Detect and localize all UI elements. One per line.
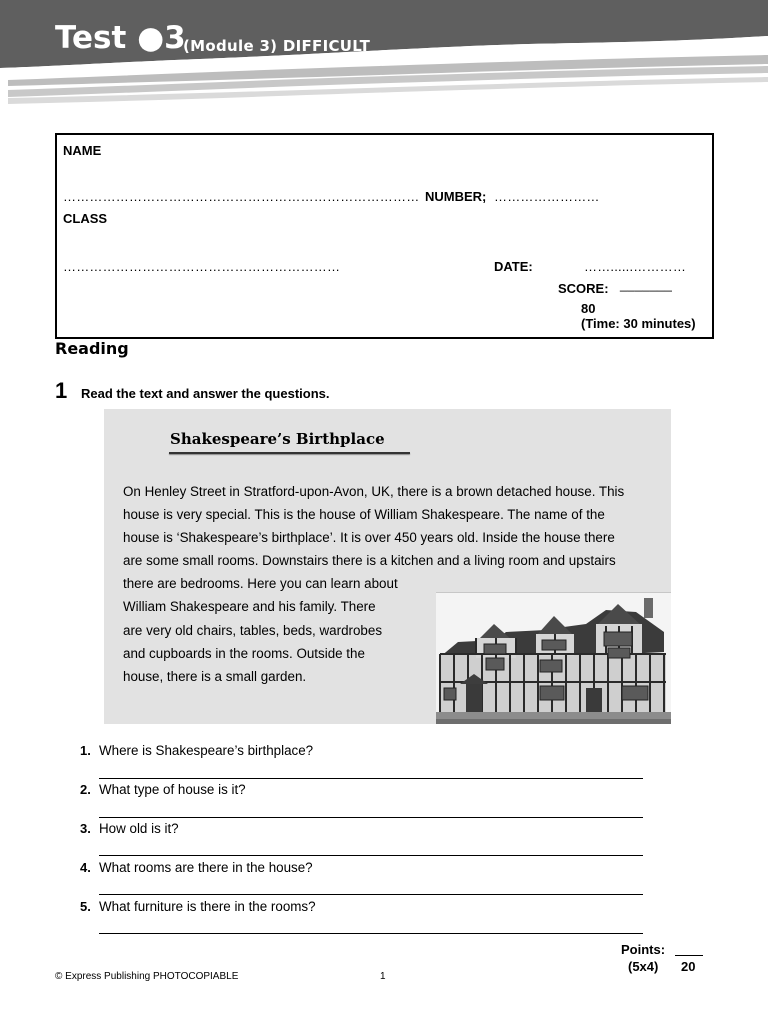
section-heading: Reading xyxy=(55,339,129,358)
passage-title: Shakespeare’s Birthplace xyxy=(170,430,385,448)
passage-line: house is very special. This is the house of William Shakespeare. The name of the xyxy=(123,507,605,522)
passage-line: are some small rooms. Downstairs there is a kitchen and a living room and upstairs xyxy=(123,553,616,568)
passage-line: On Henley Street in Stratford-upon-Avon, UK, there is a brown detached house. This xyxy=(123,484,625,499)
question-number: 2. xyxy=(80,782,91,797)
score-field[interactable]: _______ xyxy=(620,277,673,292)
question-text: How old is it? xyxy=(99,821,179,836)
class-label: CLASS xyxy=(63,211,108,226)
passage-line: William Shakespeare and his family. There xyxy=(123,599,376,614)
question-number: 4. xyxy=(80,860,91,875)
time-limit: (Time: 30 minutes) xyxy=(581,316,696,331)
question-number: 3. xyxy=(80,821,91,836)
passage-line: house, there is a small garden. xyxy=(123,669,307,684)
house-photo xyxy=(436,592,671,724)
name-field[interactable]: ……………………………………………………………………… xyxy=(63,189,420,204)
footer-copyright: © Express Publishing PHOTOCOPIABLE xyxy=(55,971,239,982)
question-number: 1. xyxy=(80,743,91,758)
answer-line-3[interactable] xyxy=(99,855,643,856)
answer-line-5[interactable] xyxy=(99,933,643,934)
points-blank[interactable] xyxy=(675,955,703,956)
score-label: SCORE: xyxy=(558,281,609,296)
test-subtitle: (Module 3) DIFFICULT xyxy=(183,37,371,55)
name-label: NAME xyxy=(63,143,102,158)
answer-line-4[interactable] xyxy=(99,894,643,895)
passage-line: house is ‘Shakespeare’s birthplace’. It is over 450 years old. Inside the house there xyxy=(123,530,615,545)
points-formula: (5x4) xyxy=(628,959,659,974)
question-text: What rooms are there in the house? xyxy=(99,860,313,875)
points-max: 20 xyxy=(681,959,696,974)
number-field[interactable]: …………………… xyxy=(494,189,600,204)
question-text: What type of house is it? xyxy=(99,782,246,797)
class-field[interactable]: ……………………………………………………… xyxy=(63,259,341,274)
passage-line: there are bedrooms. Here you can learn about xyxy=(123,576,398,591)
passage-line: are very old chairs, tables, beds, wardrobes xyxy=(123,623,383,638)
student-info-box xyxy=(55,133,714,339)
question-number: 5. xyxy=(80,899,91,914)
answer-line-1[interactable] xyxy=(99,778,643,779)
number-label: NUMBER; xyxy=(425,189,487,204)
question-text: Where is Shakespeare’s birthplace? xyxy=(99,743,314,758)
answer-line-2[interactable] xyxy=(99,817,643,818)
date-field[interactable]: ……......………… xyxy=(584,259,687,274)
score-max: 80 xyxy=(581,301,596,316)
exercise-instruction: Read the text and answer the questions. xyxy=(81,386,330,401)
passage-line: and cupboards in the rooms. Outside the xyxy=(123,646,365,661)
points-label: Points: xyxy=(621,942,666,957)
test-title: Test ●3 xyxy=(55,20,186,56)
question-text: What furniture is there in the rooms? xyxy=(99,899,316,914)
page-number: 1 xyxy=(380,971,386,982)
date-label: DATE: xyxy=(494,259,533,274)
exercise-number: 1 xyxy=(55,378,68,403)
reading-text-box xyxy=(104,409,671,724)
title-underline xyxy=(169,452,410,454)
